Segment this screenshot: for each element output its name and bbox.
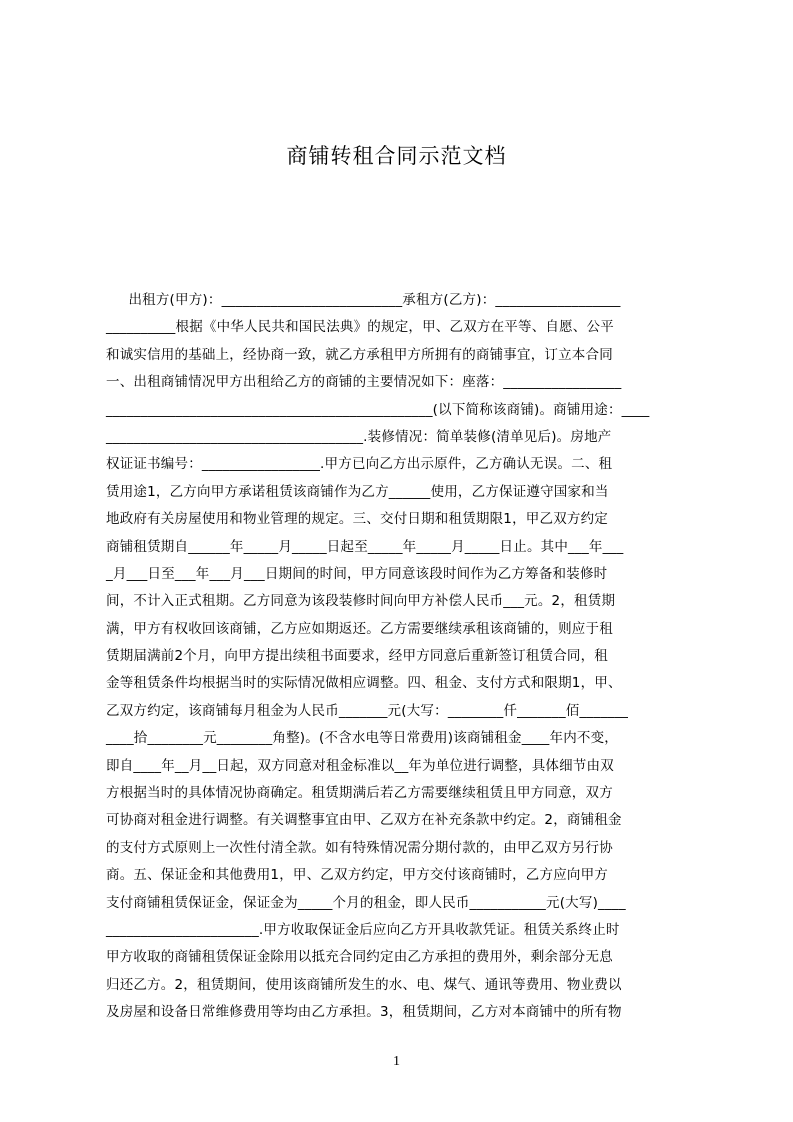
text-line: 的支付方式原则上一次性付清全款。如有特殊情况需分期付款的，由甲乙双方另行协 — [106, 839, 613, 856]
text-line: 及房屋和设备日常维修费用等均由乙方承担。3，租赁期间，乙方对本商铺中的所有物 — [106, 1004, 622, 1021]
text-line: 赁期届满前2个月，向甲方提出续租书面要求，经甲方同意后重新签订租赁合同，租 — [106, 648, 608, 665]
text-line: ____拾________元________角整)。(不含水电等日常费用)该商铺租金____年内不变， — [106, 730, 618, 747]
text-line: 满，甲方有权收回该商铺，乙方应如期返还。乙方需要继续承租该商铺的，则应于租 — [106, 620, 613, 637]
text-line: 甲方收取的商铺租赁保证金除用以抵充合同约定由乙方承担的费用外，剩余部分无息 — [106, 949, 613, 966]
text-line: 地政府有关房屋使用和物业管理的规定。三、交付日期和租赁期限1，甲乙双方约定 — [106, 511, 608, 528]
text-line: 一、出租商铺情况甲方出租给乙方的商铺的主要情况如下：座落：_________________ — [106, 374, 622, 391]
text-line: _____________________________________.装修情况：简单装修(清单见后)。房地产 — [106, 428, 612, 445]
text-line: 间，不计入正式租期。乙方同意为该段装修时间向甲方补偿人民币___元。2，租赁期 — [106, 593, 616, 610]
text-line: 商铺租赁期自______年_____月_____日起至_____年_____月_____日止。其中___年___ — [106, 538, 624, 555]
contract-body — [106, 287, 700, 1021]
document-title: 商铺转租合同示范文档 — [286, 144, 507, 168]
text-line: 金等租赁条件均根据当时的实际情况做相应调整。四、租金、支付方式和限期1，甲、 — [106, 675, 622, 692]
text-line: _月___日至___年___月___日期间的时间，甲方同意该段时间作为乙方筹备和装修时 — [106, 565, 608, 582]
text-line: 支付商铺租赁保证金，保证金为_____个月的租金，即人民币___________元(大写)____ — [106, 894, 626, 911]
text-line: ______________________.甲方收取保证金后应向乙方开具收款凭证。租赁关系终止时 — [106, 921, 620, 938]
text-line: 乙双方约定，该商铺每月租金为人民币_______元(大写：________仟_______佰_______ — [106, 702, 629, 719]
text-line: 赁用途1，乙方向甲方承诺租赁该商铺作为乙方______使用，乙方保证遵守国家和当 — [106, 483, 609, 500]
text-line: 权证证书编号：_________________.甲方已向乙方出示原件，乙方确认无误。二、租 — [106, 456, 613, 473]
text-line: 商。五、保证金和其他费用1，甲、乙双方约定，甲方交付该商铺时，乙方应向甲方 — [106, 867, 608, 884]
text-line: 出租方(甲方)：__________________________承租方(乙方)：__________________ — [106, 292, 621, 308]
text-line: 即自____年__月__日起，双方同意对租金标准以__年为单位进行调整，具体细节由双 — [106, 757, 614, 774]
page-number: 1 — [393, 1054, 400, 1069]
text-line: 方根据当时的具体情况协商确定。租赁期满后若乙方需要继续租赁且甲方同意，双方 — [106, 785, 613, 802]
text-line: 和诚实信用的基础上，经协商一致，就乙方承租甲方所拥有的商铺事宜，订立本合同 — [106, 346, 613, 363]
text-line: 归还乙方。2，租赁期间，使用该商铺所发生的水、电、煤气、通讯等费用、物业费以 — [106, 976, 622, 993]
text-line: _______________________________________________(以下简称该商铺)。商铺用途：____ — [106, 401, 650, 418]
text-line: 可协商对租金进行调整。有关调整事宜由甲、乙双方在补充条款中约定。2，商铺租金 — [106, 812, 622, 829]
text-line: __________根据《中华人民共和国民法典》的规定，甲、乙双方在平等、自愿、公平 — [106, 319, 614, 336]
